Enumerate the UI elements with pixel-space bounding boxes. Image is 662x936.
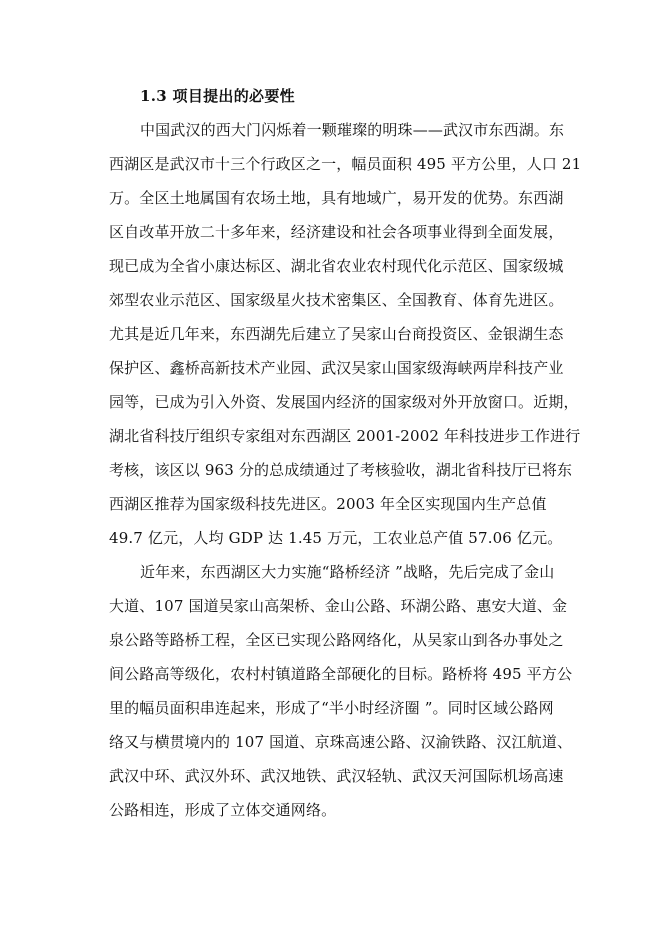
- paragraph-line: 区自改革开放二十多年来，经济建设和社会各项事业得到全面发展，: [109, 223, 564, 241]
- paragraph-line: 49.7 亿元，人均 GDP 达 1.45 万元，工农业总产值 57.06 亿元。: [109, 529, 563, 547]
- paragraph-line: 公路相连，形成了立体交通网络。: [109, 801, 337, 819]
- paragraph-line: 园等，已成为引入外资、发展国内经济的国家级对外开放窗口。近期，: [109, 393, 579, 411]
- paragraph-line: 保护区、鑫桥高新技术产业园、武汉吴家山国家级海峡两岸科技产业: [109, 359, 564, 377]
- paragraph-line: 近年来，东西湖区大力实施“路桥经济 ”战略，先后完成了金山: [140, 563, 555, 581]
- paragraph-line: 西湖区推荐为国家级科技先进区。2003 年全区实现国内生产总值: [109, 495, 547, 513]
- paragraph-line: 湖北省科技厅组织专家组对东西湖区 2001-2002 年科技进步工作进行: [109, 427, 581, 445]
- section-heading: 1.3 项目提出的必要性: [140, 87, 295, 105]
- paragraph-line: 郊型农业示范区、国家级星火技术密集区、全国教育、体育先进区。: [109, 291, 564, 309]
- paragraph-line: 泉公路等路桥工程，全区已实现公路网络化，从吴家山到各办事处之: [109, 631, 564, 649]
- paragraph-line: 里的幅员面积串连起来，形成了“半小时经济圈 ”。同时区域公路网: [109, 699, 554, 717]
- paragraph-line: 中国武汉的西大门闪烁着一颗璀璨的明珠——武汉市东西湖。东: [140, 121, 565, 139]
- paragraph-line: 万。全区土地属国有农场土地，具有地域广，易开发的优势。东西湖: [109, 189, 564, 207]
- paragraph-line: 尤其是近几年来，东西湖先后建立了吴家山台商投资区、金银湖生态: [109, 325, 564, 343]
- paragraph-line: 现已成为全省小康达标区、湖北省农业农村现代化示范区、国家级城: [109, 257, 564, 275]
- paragraph-line: 武汉中环、武汉外环、武汉地铁、武汉轻轨、武汉天河国际机场高速: [109, 767, 564, 785]
- paragraph-line: 西湖区是武汉市十三个行政区之一，幅员面积 495 平方公里，人口 21: [109, 155, 582, 173]
- paragraph-line: 络又与横贯境内的 107 国道、京珠高速公路、汉渝铁路、汉江航道、: [109, 733, 573, 751]
- paragraph-line: 大道、107 国道吴家山高架桥、金山公路、环湖公路、惠安大道、金: [109, 597, 568, 615]
- paragraph-line: 间公路高等级化，农村村镇道路全部硬化的目标。路桥将 495 平方公: [109, 665, 573, 683]
- paragraph-line: 考核，该区以 963 分的总成绩通过了考核验收，湖北省科技厅已将东: [109, 461, 573, 479]
